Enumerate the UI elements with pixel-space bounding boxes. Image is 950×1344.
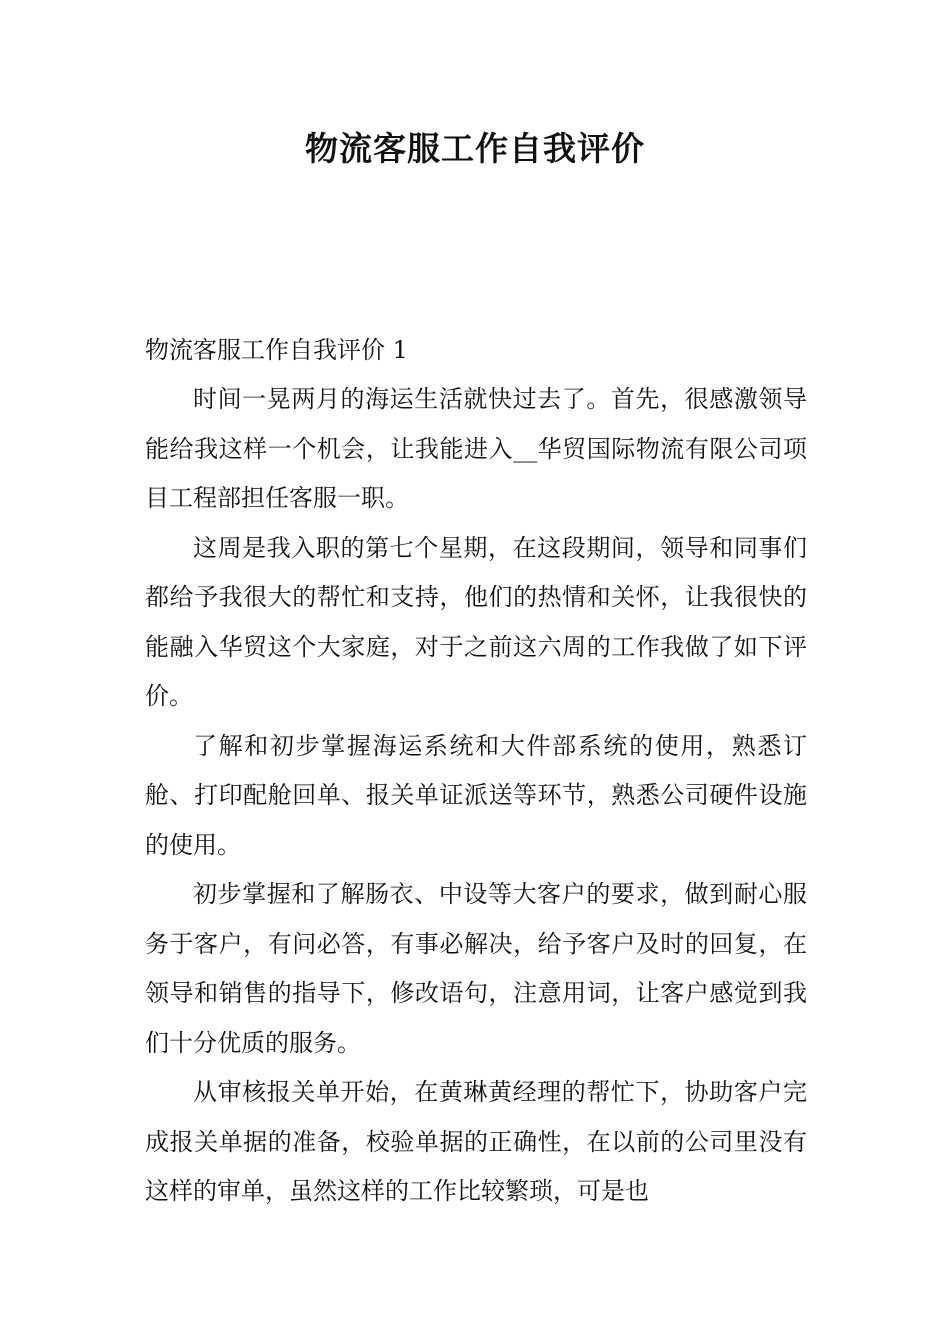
- paragraph-5: 从审核报关单开始，在黄琳黄经理的帮忙下，协助客户完成报关单据的准备，校验单据的正确性，在以前的公司里没有这样的审单，虽然这样的工作比较繁琐，可是也: [145, 1078, 807, 1205]
- section-heading: 物流客服工作自我评价 1: [145, 336, 408, 364]
- document-title: 物流客服工作自我评价: [305, 129, 645, 168]
- paragraph-1: 时间一晃两月的海运生活就快过去了。首先，很感激领导能给我这样一个机会，让我能进入__华贸国际物流有限公司项目工程部担任客服一职。: [145, 385, 807, 512]
- paragraph-4: 初步掌握和了解肠衣、中设等大客户的要求，做到耐心服务于客户，有问必答，有事必解决，给予客户及时的回复，在领导和销售的指导下，修改语句，注意用词，让客户感觉到我们十分优质的服务。: [145, 880, 807, 1057]
- paragraph-2: 这周是我入职的第七个星期，在这段期间，领导和同事们都给予我很大的帮忙和支持，他们的热情和关怀，让我很快的能融入华贸这个大家庭，对于之前这六周的工作我做了如下评价。: [145, 533, 807, 710]
- document-body: [145, 326, 807, 1217]
- paragraph-3: 了解和初步掌握海运系统和大件部系统的使用，熟悉订舱、打印配舱回单、报关单证派送等环节，熟悉公司硬件设施的使用。: [145, 731, 807, 859]
